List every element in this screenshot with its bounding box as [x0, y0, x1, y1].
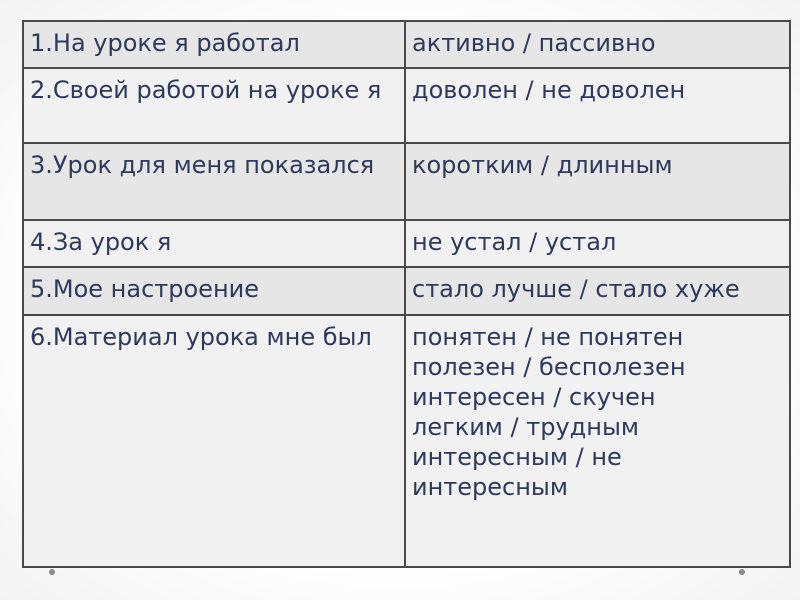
question-cell: 3.Урок для меня показался	[23, 143, 405, 220]
answer-cell	[405, 21, 790, 68]
table-row	[23, 68, 790, 143]
answer-cell	[405, 220, 790, 267]
self-reflection-table	[22, 20, 791, 568]
answer-cell	[405, 68, 790, 143]
answer-option: доволен / не доволен	[412, 76, 686, 104]
decorative-dot	[739, 569, 745, 575]
answer-option: интересен / скучен	[412, 383, 656, 411]
question-cell: 1.На уроке я работал	[23, 21, 405, 68]
answer-option: активно / пассивно	[412, 29, 656, 57]
decorative-dot	[49, 569, 55, 575]
answer-option: легким / трудным	[412, 413, 640, 441]
answer-option: понятен / не понятен	[412, 323, 684, 351]
answer-option: коротким / длинным	[412, 151, 673, 179]
answer-cell	[405, 143, 790, 220]
table-row	[23, 21, 790, 68]
answer-option: не устал / устал	[412, 228, 617, 256]
table-row	[23, 143, 790, 220]
question-cell: 6.Материал урока мне был	[23, 315, 405, 567]
table-row	[23, 315, 790, 567]
answer-option: стало лучше / стало хуже	[412, 275, 740, 303]
question-cell: 5.Мое настроение	[23, 267, 405, 315]
answer-option: полезен / бесполезен	[412, 353, 686, 381]
question-cell: 2.Своей работой на уроке я	[23, 68, 405, 143]
answer-cell	[405, 315, 790, 567]
table-row	[23, 220, 790, 267]
answer-cell	[405, 267, 790, 315]
question-cell: 4.За урок я	[23, 220, 405, 267]
answer-option: интересным / не интересным	[412, 443, 622, 501]
table-row	[23, 267, 790, 315]
